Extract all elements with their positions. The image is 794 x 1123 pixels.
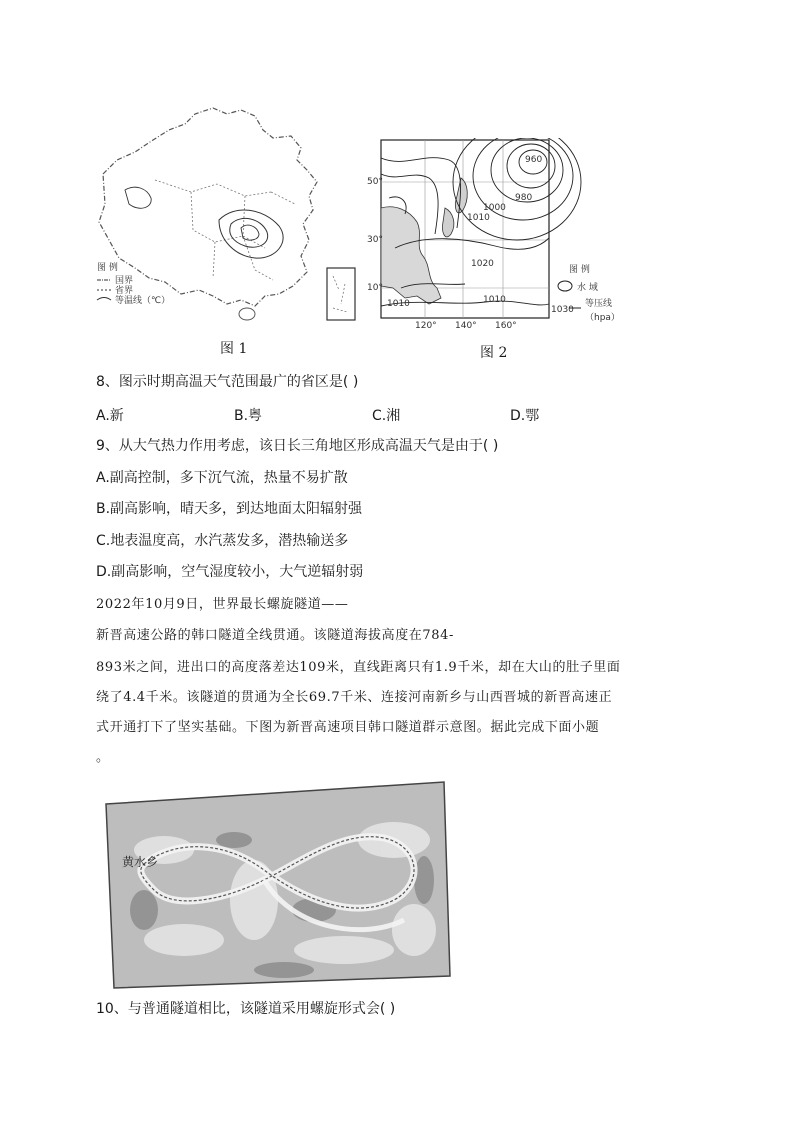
q8-stem: 8、图示时期高温天气范围最广的省区是( ) [96,374,359,390]
passage-line-1: 2022年10月9日，世界最长螺旋隧道—— [96,597,349,612]
passage-line-3: 893米之间，进出口的高度落差达109米，直线距离只有1.9千米，却在大山的肚子里面 [96,660,621,675]
fig1-legend-province-border: 省界 [115,286,134,296]
passage-line-5: 式开通打下了坚实基础。下图为新晋高速项目韩口隧道群示意图。据此完成下面小题 [96,720,600,735]
isobar-label-1000: 1000 [483,203,506,213]
fig2-legend-water: 水 域 [577,283,598,293]
passage-line-6: 。 [96,750,110,765]
isobar-map-drawing [365,138,630,333]
passage-line-4: 绕了4.4千米。该隧道的贯通为全长69.7千米、连接河南新乡与山西晋城的新晋高速正 [96,690,613,705]
figure-2-caption: 图 2 [480,345,508,361]
lat-label-30: 30° [367,235,383,245]
isobar-label-1010a: 1010 [467,213,490,223]
q8-option-d[interactable]: D.鄂 [510,408,540,424]
isobar-label-960: 960 [525,155,543,165]
passage-line-2: 新晋高速公路的韩口隧道全线贯通。该隧道海拔高度在784- [96,628,455,643]
lon-label-140: 140° [455,321,477,331]
figure-3-spiral-tunnel-map [104,780,452,990]
spiral-tunnel-drawing [104,780,452,990]
q9-option-b[interactable]: B.副高影响，晴天多，到达地面太阳辐射强 [96,501,363,517]
q8-option-b[interactable]: B.粤 [234,408,263,424]
fig2-legend-unit: （hpa） [585,313,620,323]
lat-label-10: 10° [367,283,383,293]
figure-1-caption: 图 1 [220,341,248,357]
fig1-legend-isotherm: 等温线（℃） [115,296,171,306]
q9-stem: 9、从大气热力作用考虑，该日长三角地区形成高温天气是由于( ) [96,438,499,454]
china-map-drawing [95,100,365,330]
q8-option-a[interactable]: A.新 [96,408,124,424]
isobar-label-980: 980 [515,193,533,203]
fig1-legend-title: 图 例 [97,263,118,273]
place-label-huangshuixiang: 黄水乡 [122,855,159,869]
q10-stem: 10、与普通隧道相比，该隧道采用螺旋形式会( ) [96,1001,396,1017]
figure-2-isobar-map [365,138,630,333]
q9-option-c[interactable]: C.地表温度高，水汽蒸发多，潜热输送多 [96,533,349,549]
lon-label-120: 120° [415,321,437,331]
isobar-label-1010b: 1010 [483,295,506,305]
fig2-legend-isobar: 等压线 [585,299,613,309]
lat-label-50: 50° [367,177,383,187]
fig2-legend-title: 图 例 [569,265,590,275]
fig2-legend-isobar-value: 1030 [551,305,574,315]
isobar-label-1010c: 1010 [387,299,410,309]
figure-1-china-map [95,100,365,330]
q9-option-d[interactable]: D.副高影响，空气湿度较小，大气逆辐射弱 [96,564,364,580]
fig1-legend-national-border: 国界 [115,276,134,286]
isobar-label-1020: 1020 [471,259,494,269]
lon-label-160: 160° [495,321,517,331]
q8-option-c[interactable]: C.湘 [372,408,401,424]
q9-option-a[interactable]: A.副高控制，多下沉气流，热量不易扩散 [96,470,348,486]
